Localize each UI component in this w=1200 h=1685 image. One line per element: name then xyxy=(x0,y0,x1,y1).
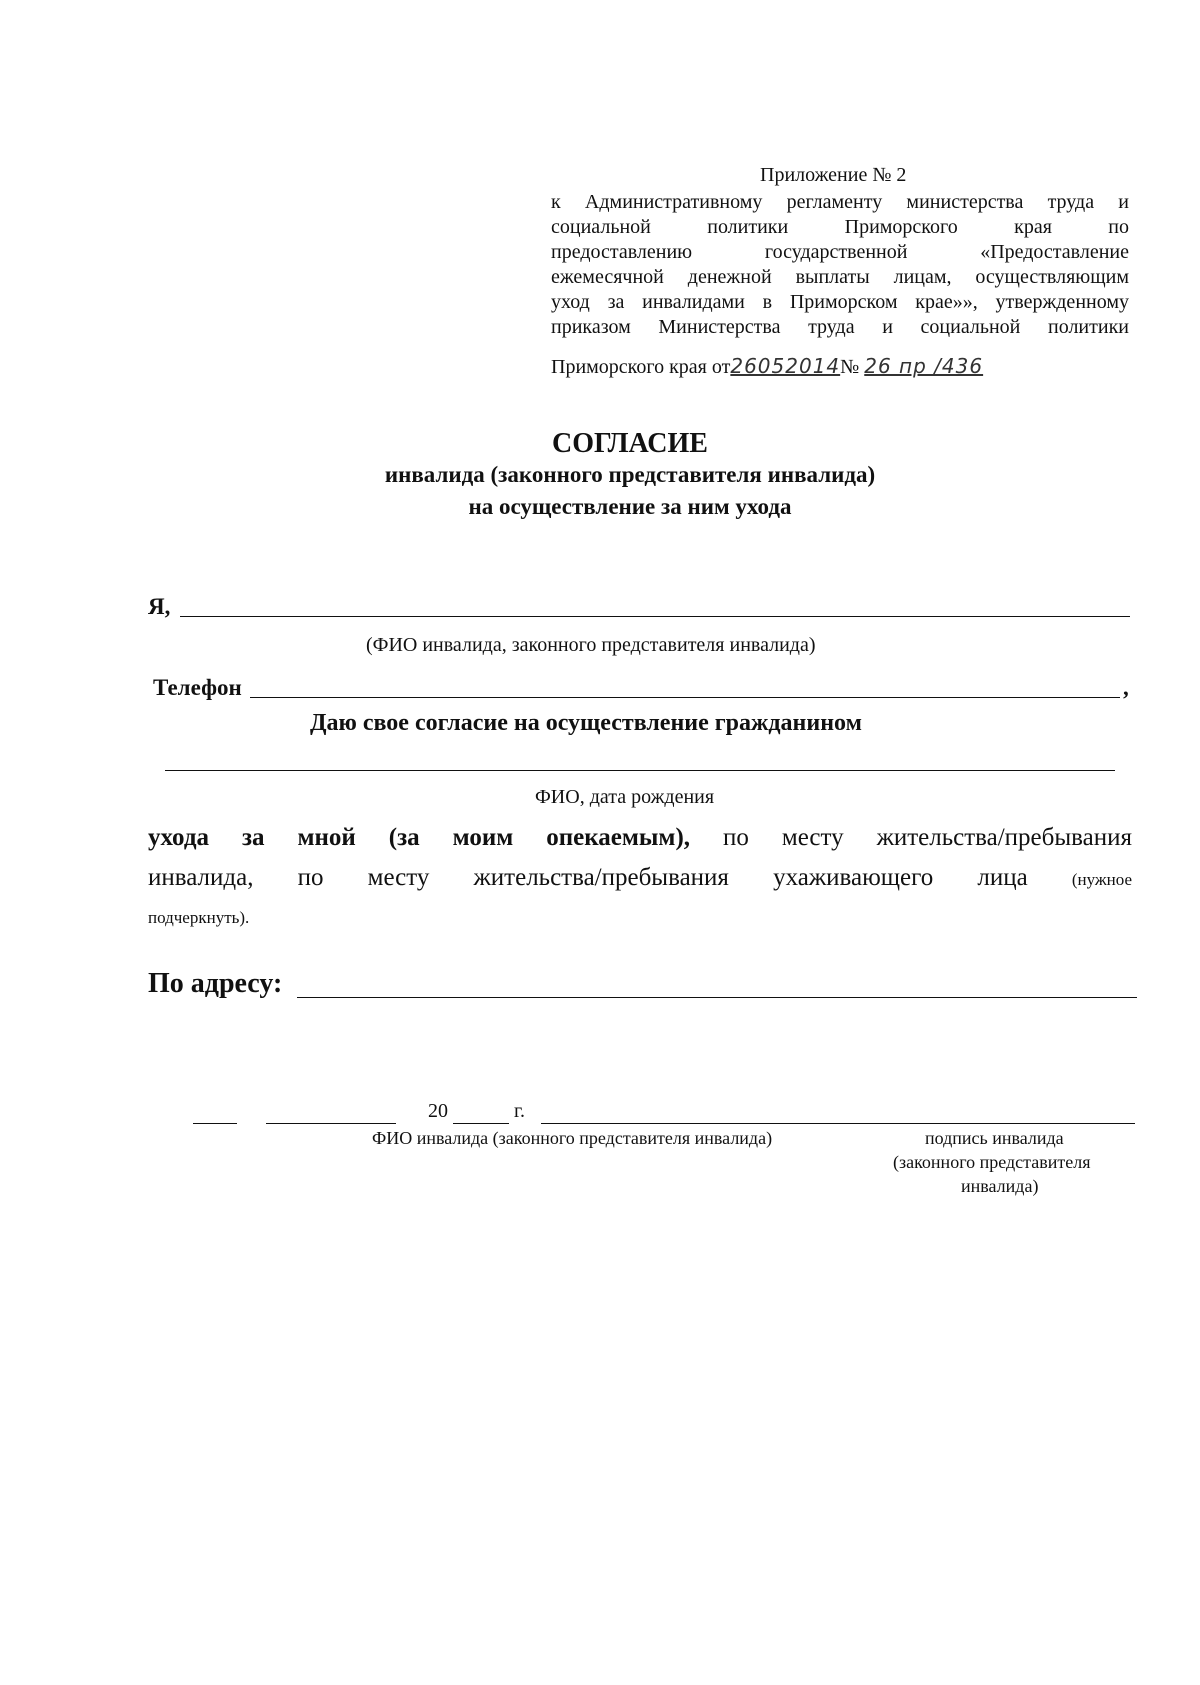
appendix-line: предоставлению государственной «Предоставление xyxy=(551,241,1129,263)
handwritten-order-number: 26 пр /436 xyxy=(864,354,984,378)
caregiver-hint: ФИО, дата рождения xyxy=(535,786,715,808)
fio-input-line[interactable] xyxy=(180,616,1130,617)
document-subtitle-1: инвалида (законного представителя инвалида) xyxy=(384,462,876,487)
appendix-line: приказом Министерства труда и социальной политики xyxy=(551,316,1129,338)
number-sign: № xyxy=(840,356,860,378)
caregiver-input-line[interactable] xyxy=(165,770,1115,771)
address-label: По адресу: xyxy=(148,968,283,999)
phone-comma: , xyxy=(1123,675,1129,700)
consent-body-line-2-text: инвалида, по месту жительства/пребывания ухаживающего лица xyxy=(148,864,1028,891)
year-prefix: 20 xyxy=(428,1100,448,1122)
appendix-line: социальной политики Приморского края по xyxy=(551,216,1129,238)
month-input-line[interactable] xyxy=(266,1123,396,1124)
day-input-line[interactable] xyxy=(193,1123,237,1124)
phone-label: Телефон xyxy=(153,675,242,700)
address-input-line[interactable] xyxy=(297,997,1137,998)
appendix-order-line xyxy=(551,354,983,379)
consent-body-rest: по месту жительства/пребывания xyxy=(723,824,1132,851)
appendix-line: к Административному регламенту министерства труда и xyxy=(551,191,1129,213)
consent-body-bold: ухода за мной (за моим опекаемым), xyxy=(148,824,691,851)
year-input-line[interactable] xyxy=(453,1123,509,1124)
appendix-line: ежемесячной денежной выплаты лицам, осуществляющим xyxy=(551,266,1129,288)
appendix-title: Приложение № 2 xyxy=(760,164,907,186)
consent-body-note-b: подчеркнуть). xyxy=(148,908,250,927)
appendix-body xyxy=(551,190,1129,340)
sign-caption-3: инвалида) xyxy=(961,1176,1039,1196)
fio-caption: ФИО инвалида (законного представителя инвалида) xyxy=(372,1128,773,1148)
document-subtitle-2: на осуществление за ним ухода xyxy=(468,494,792,519)
consent-body-line-2 xyxy=(148,858,1132,898)
document-title: СОГЛАСИЕ xyxy=(552,428,708,459)
sign-caption-1: подпись инвалида xyxy=(925,1128,1064,1148)
consent-body-line-1 xyxy=(148,818,1132,858)
appendix-line: уход за инвалидами в Приморском крае»», утвержденному xyxy=(551,291,1129,313)
fio-hint: (ФИО инвалида, законного представителя инвалида) xyxy=(366,634,816,656)
consent-text: Даю свое согласие на осуществление гражданином xyxy=(310,710,862,736)
phone-input-line[interactable] xyxy=(250,697,1120,698)
consent-body xyxy=(148,818,1132,938)
appendix-order-prefix: Приморского края от xyxy=(551,356,731,378)
year-suffix: г. xyxy=(514,1100,525,1122)
consent-body-note-a: (нужное xyxy=(1071,870,1132,889)
signature-input-line[interactable] xyxy=(541,1123,1135,1124)
ya-label: Я, xyxy=(148,594,171,619)
handwritten-date: 26052014 xyxy=(730,354,841,378)
sign-caption-2: (законного представителя xyxy=(893,1152,1091,1172)
